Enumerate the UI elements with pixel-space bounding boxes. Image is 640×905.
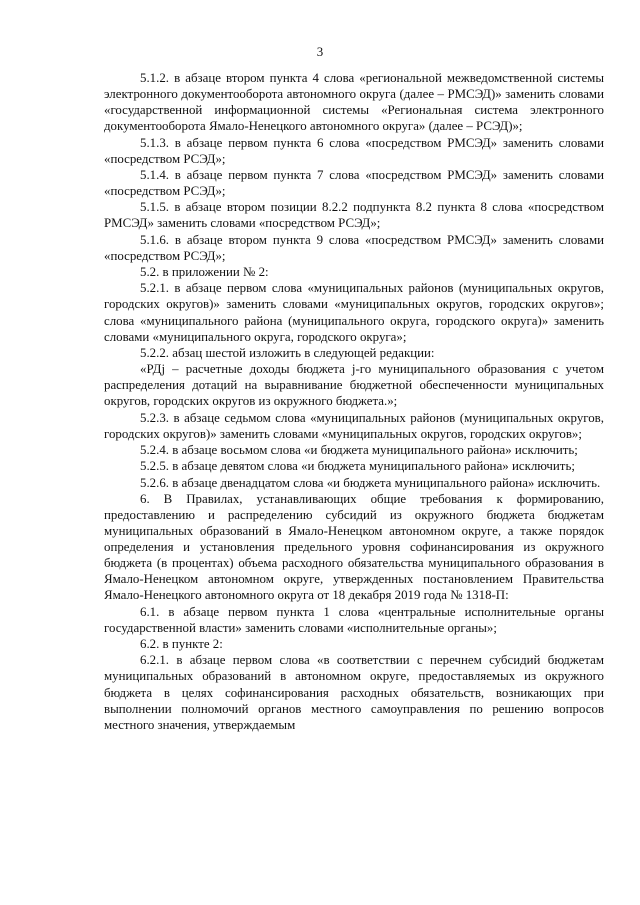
paragraph: 5.2.1. в абзаце первом слова «муниципальных районов (муниципальных округов, городских округов)» заменить словами «муниципальных округов, городских округов»; слова «муниципального района (муниципального округа, городского округа)» заменить словами «муниципального округа, городского округа»;: [104, 281, 604, 344]
paragraph: 5.1.6. в абзаце втором пункта 9 слова «посредством РМСЭД» заменить словами «посредством РСЭД»;: [104, 232, 604, 263]
paragraph: 6. В Правилах, устанавливающих общие требования к формированию, предоставлению и распределению субсидий из окружного бюджета бюджетам муниципальных образований в Ямало-Ненецком автономном округе, а также порядок определения и установления предельного уровня софинансирования из окружного бюджета (в процентах) объема расходного обязательства муниципального образования в Ямало-Ненецком автономном округе, утвержденных постановлением Правительства Ямало-Ненецкого автономного округа от 18 декабря 2019 года № 1318-П:: [104, 491, 604, 603]
paragraph: 5.2.6. в абзаце двенадцатом слова «и бюджета муниципального района» исключить.: [140, 475, 601, 490]
paragraph: 5.1.4. в абзаце первом пункта 7 слова «посредством РМСЭД» заменить словами «посредством РСЭД»;: [104, 167, 604, 199]
paragraph: 5.2.5. в абзаце девятом слова «и бюджета муниципального района» исключить;: [140, 459, 575, 474]
paragraph: 6.2. в пункте 2:: [140, 637, 223, 652]
paragraph: 6.1. в абзаце первом пункта 1 слова «центральные исполнительные органы государственной власти» заменить словами «исполнительные органы»;: [104, 604, 604, 635]
document-body: [104, 70, 604, 733]
page-number: 3: [316, 45, 324, 59]
paragraph: 6.2.1. в абзаце первом слова «в соответствии с перечнем субсидий бюджетам муниципальных образований в автономном округе, предоставляемых из окружного бюджета в целях софинансирования расходных обязательств, возникающих при выполнении полномочий органов местного самоуправления по решению вопросов местного значения, утверждаемым: [104, 653, 604, 732]
paragraph: 5.1.2. в абзаце втором пункта 4 слова «региональной межведомственной системы электронного документооборота автономного округа (далее – РМСЭД)» заменить словами «государственной информационной системы «Региональная система электронного документооборота Ямало-Ненецкого автономного округа» (далее – РСЭД)»;: [104, 71, 604, 134]
paragraph: 5.2.3. в абзаце седьмом слова «муниципальных районов (муниципальных округов, городских округов)» заменить словами «муниципальных округов, городских округов»;: [104, 410, 604, 441]
paragraph: 5.2.4. в абзаце восьмом слова «и бюджета муниципального района» исключить;: [140, 443, 578, 458]
paragraph: «РДj – расчетные доходы бюджета j-го муниципального образования с учетом распределения дотаций на выравнивание бюджетной обеспеченности муниципальных округов, городских округов из окружного бюджета.»;: [104, 362, 604, 409]
paragraph: 5.1.3. в абзаце первом пункта 6 слова «посредством РМСЭД» заменить словами «посредством РСЭД»;: [104, 135, 604, 166]
paragraph: 5.1.5. в абзаце втором позиции 8.2.2 подпункта 8.2 пункта 8 слова «посредством РМСЭД» заменить словами «посредством РСЭД»;: [104, 200, 604, 231]
paragraph: 5.2. в приложении № 2:: [140, 265, 269, 280]
paragraph: 5.2.2. абзац шестой изложить в следующей редакции:: [140, 345, 435, 360]
